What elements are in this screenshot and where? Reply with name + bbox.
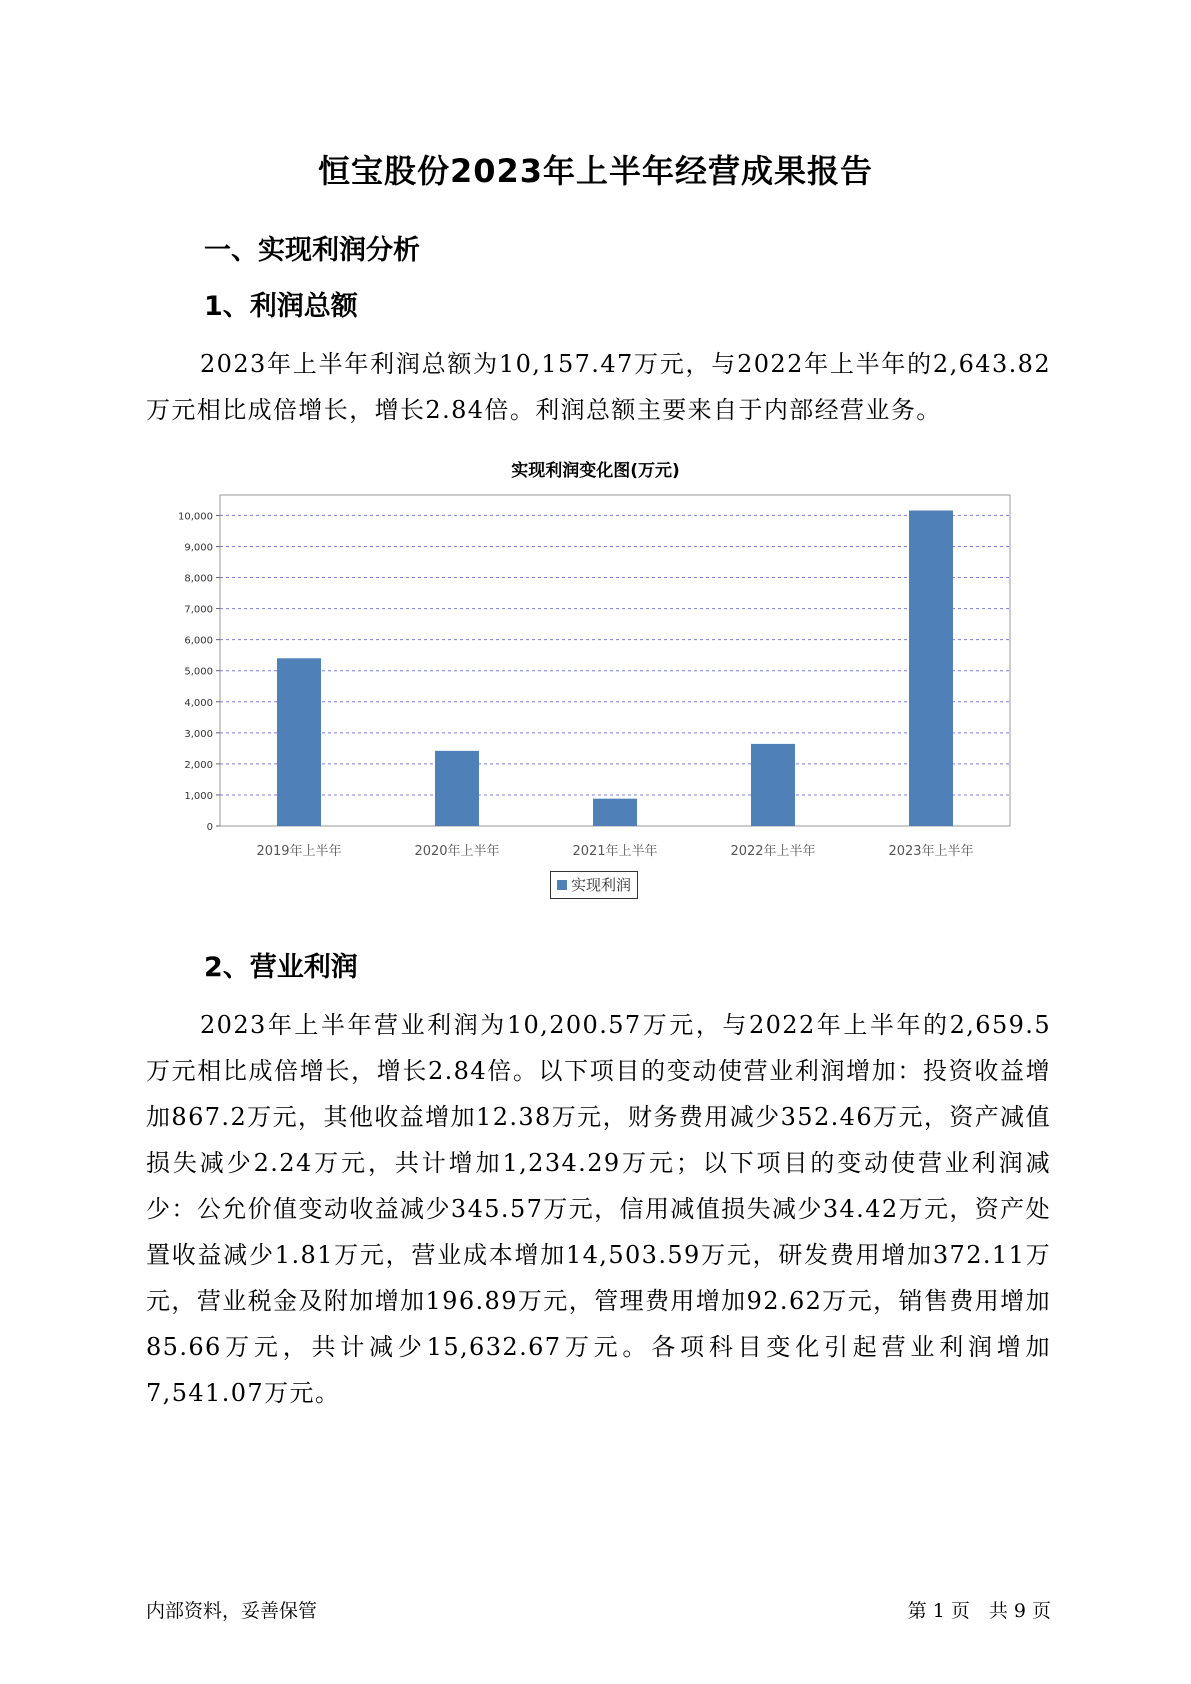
bar: [909, 511, 953, 826]
x-tick-label: 2023年上半年: [888, 844, 974, 859]
legend-swatch: [557, 880, 567, 890]
y-tick-label: 10,000: [178, 511, 213, 523]
report-title: 恒宝股份2023年上半年经营成果报告: [317, 152, 874, 190]
operating-profit-paragraph: 2023年上半年营业利润为10,200.57万元，与2022年上半年的2,659.5万元相比成倍增长，增长2.84倍。以下项目的变动使营业利润增加：投资收益增加867.2万元，其他收益增加12.38万元，财务费用减少352.46万元，资产减值损失减少2.24万元，共计增加1,234.29万元；以下项目的变动使营业利润减少：公允价值变动收益减少345.57万元，信用减值损失减少34.42万元，资产处置收益减少1.81万元，营业成本增加14,503.59万元，研发费用增加372.11万元，营业税金及附加增加196.89万元，管理费用增加92.62万元，销售费用增加85.66万元，共计减少15,632.67万元。各项科目变化引起营业利润增加7,541.07万元。: [146, 1011, 1051, 1407]
subsection-heading-operating-profit: 2、营业利润: [204, 952, 358, 983]
y-tick-label: 4,000: [184, 697, 213, 709]
section-heading-profit-analysis: 一、实现利润分析: [204, 235, 420, 266]
y-tick-label: 1,000: [184, 790, 213, 802]
plot-frame: [220, 495, 1010, 826]
x-tick-label: 2020年上半年: [414, 844, 500, 859]
chart-legend: [550, 871, 638, 899]
y-tick-label: 9,000: [184, 542, 213, 554]
x-tick-label: 2021年上半年: [572, 844, 658, 859]
y-tick-label: 6,000: [184, 635, 213, 647]
x-tick-label: 2019年上半年: [256, 844, 342, 859]
chart-title: 实现利润变化图(万元): [511, 461, 680, 481]
legend-label: 实现利润: [571, 876, 632, 894]
y-tick-label: 0: [206, 822, 213, 833]
bar: [435, 751, 479, 826]
y-tick-label: 7,000: [184, 604, 213, 616]
subsection-heading-total-profit: 1、利润总额: [204, 291, 358, 322]
y-tick-label: 8,000: [184, 573, 213, 585]
y-tick-label: 3,000: [184, 728, 213, 740]
x-tick-label: 2022年上半年: [730, 844, 816, 859]
footer-page-number: 第 1 页 共 9 页: [907, 1600, 1051, 1622]
bar: [751, 744, 795, 826]
bar: [277, 658, 321, 826]
footer-confidential-note: 内部资料，妥善保管: [146, 1600, 318, 1622]
y-tick-label: 2,000: [184, 759, 213, 771]
y-tick-label: 5,000: [184, 666, 213, 678]
bar: [593, 799, 637, 826]
total-profit-paragraph: 2023年上半年利润总额为10,157.47万元，与2022年上半年的2,643.82万元相比成倍增长，增长2.84倍。利润总额主要来自于内部经营业务。: [146, 350, 1051, 424]
profit-bar-chart: [150, 485, 1030, 867]
